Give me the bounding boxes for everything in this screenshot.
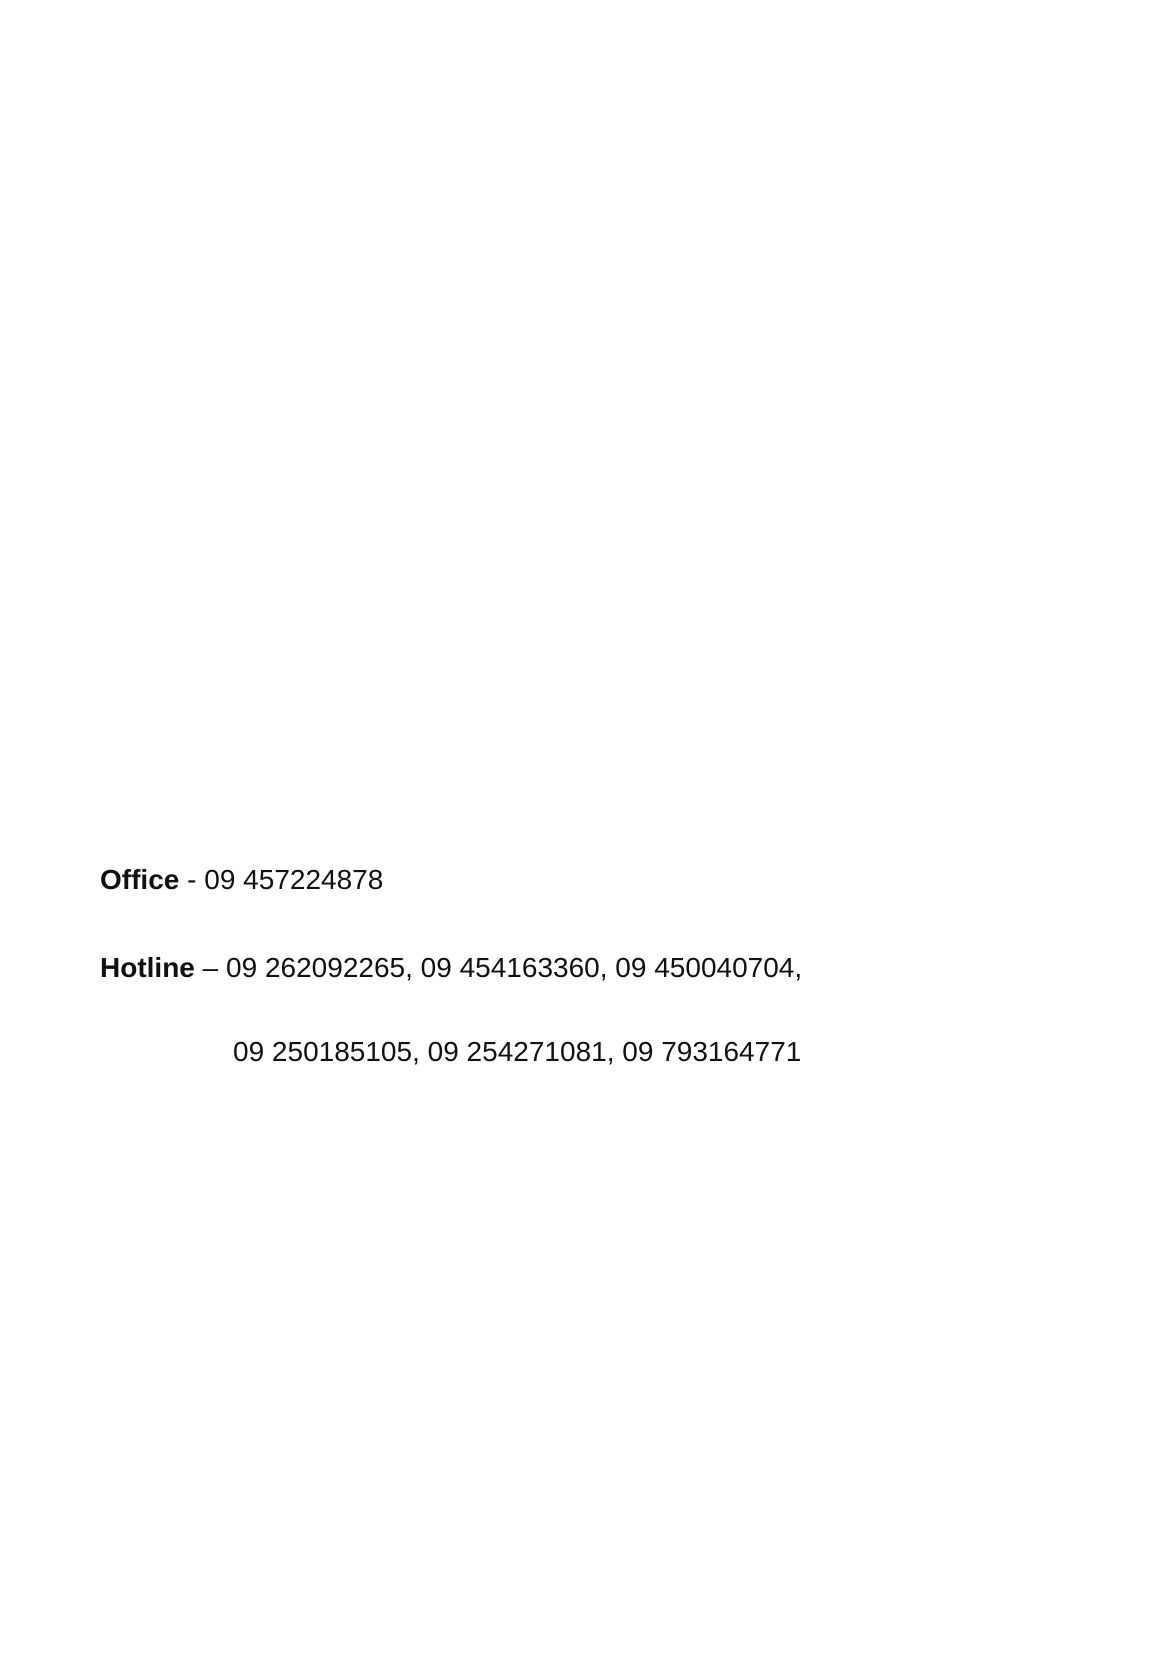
paragraph-2 xyxy=(100,488,1070,596)
paragraph-3 xyxy=(100,634,1070,742)
page-title xyxy=(240,208,925,248)
paragraph-1 xyxy=(100,287,1070,449)
office-separator: - xyxy=(179,864,205,895)
hotline-separator: – xyxy=(194,952,227,983)
hotline-numbers-line-1: 09 262092265, 09 454163360, 09 450040704, xyxy=(226,952,803,983)
office-label: Office xyxy=(100,864,180,895)
hotline-label: Hotline xyxy=(100,952,195,983)
office-contact xyxy=(100,862,383,898)
hotline-contact xyxy=(100,950,802,986)
office-number: 09 457224878 xyxy=(204,864,384,895)
hotline-numbers-line-2: 09 250185105, 09 254271081, 09 793164771 xyxy=(233,1036,802,1067)
